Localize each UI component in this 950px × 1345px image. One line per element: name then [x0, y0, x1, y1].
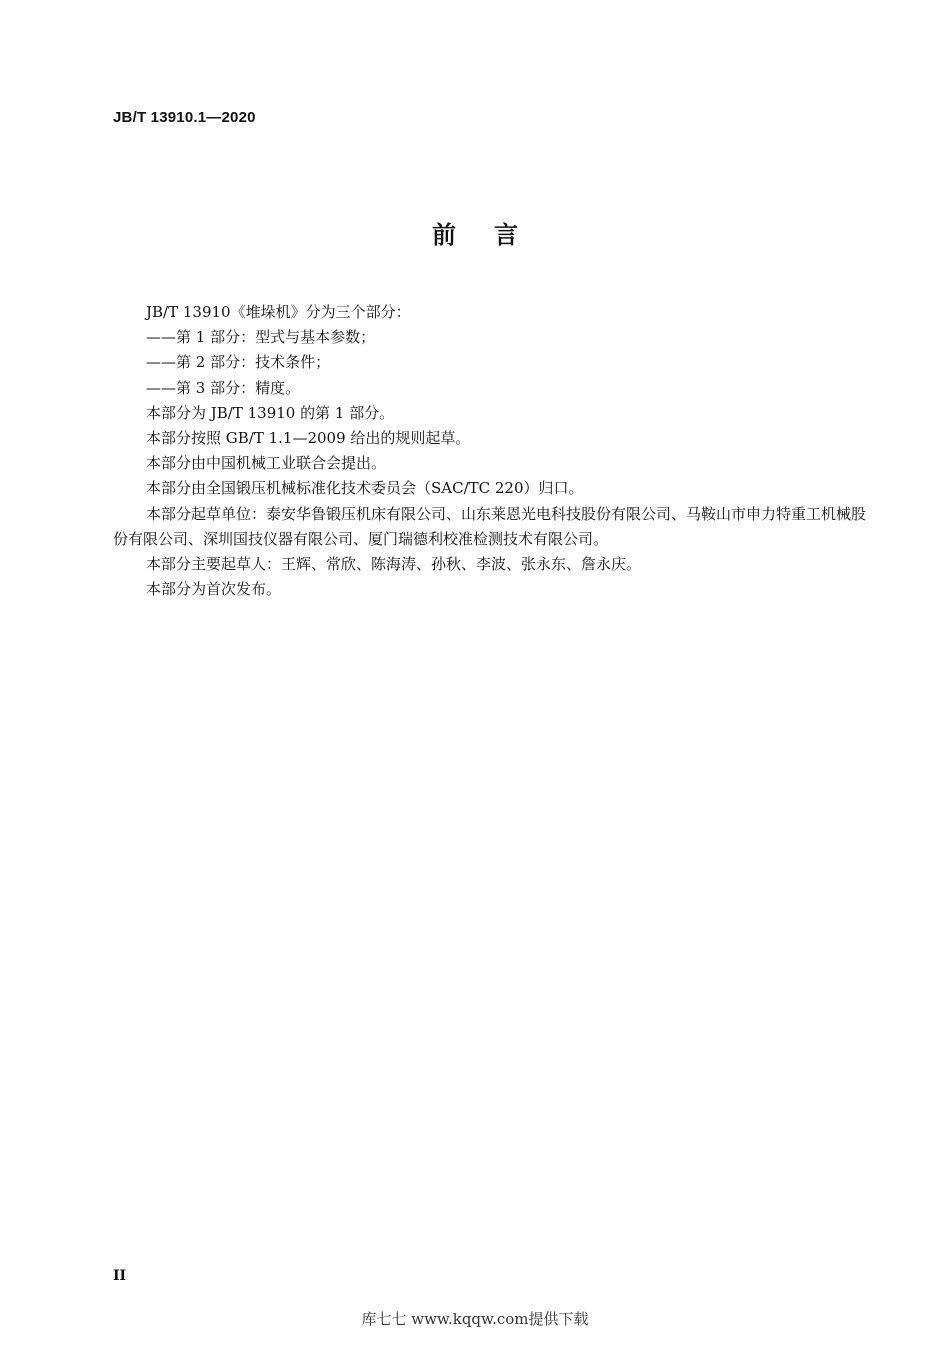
page-title: 前言 [432, 221, 556, 249]
paragraph: ——第 2 部分：技术条件； [146, 353, 331, 372]
paragraph: 本部分为 JB/T 13910 的第 1 部分。 [146, 403, 395, 422]
paragraph: 本部分由全国锻压机械标准化技术委员会（SAC/TC 220）归口。 [146, 479, 584, 498]
paragraph: 本部分按照 GB/T 1.1—2009 给出的规则起草。 [146, 429, 471, 448]
preface-body [113, 300, 868, 602]
download-footer: 库七七 www.kqqw.com提供下载 [361, 1310, 589, 1328]
standard-code: JB/T 13910.1—2020 [113, 109, 256, 126]
paragraph: 本部分为首次发布。 [146, 580, 282, 599]
paragraph: JB/T 13910《堆垛机》分为三个部分： [146, 303, 411, 321]
paragraph: ——第 3 部分：精度。 [146, 378, 301, 397]
paragraph: 本部分主要起草人：王辉、常欣、陈海涛、孙秋、李波、张永东、詹永庆。 [146, 555, 642, 574]
paragraph: 本部分起草单位：泰安华鲁锻压机床有限公司、山东莱恩光电科技股份有限公司、马鞍山市申力特重工机械股份有限公司、深圳国技仪器有限公司、厦门瑞德利校准检测技术有限公司。 [113, 504, 867, 548]
page-number: II [113, 1268, 127, 1284]
paragraph: ——第 1 部分：型式与基本参数； [146, 328, 376, 347]
paragraph: 本部分由中国机械工业联合会提出。 [146, 454, 387, 473]
